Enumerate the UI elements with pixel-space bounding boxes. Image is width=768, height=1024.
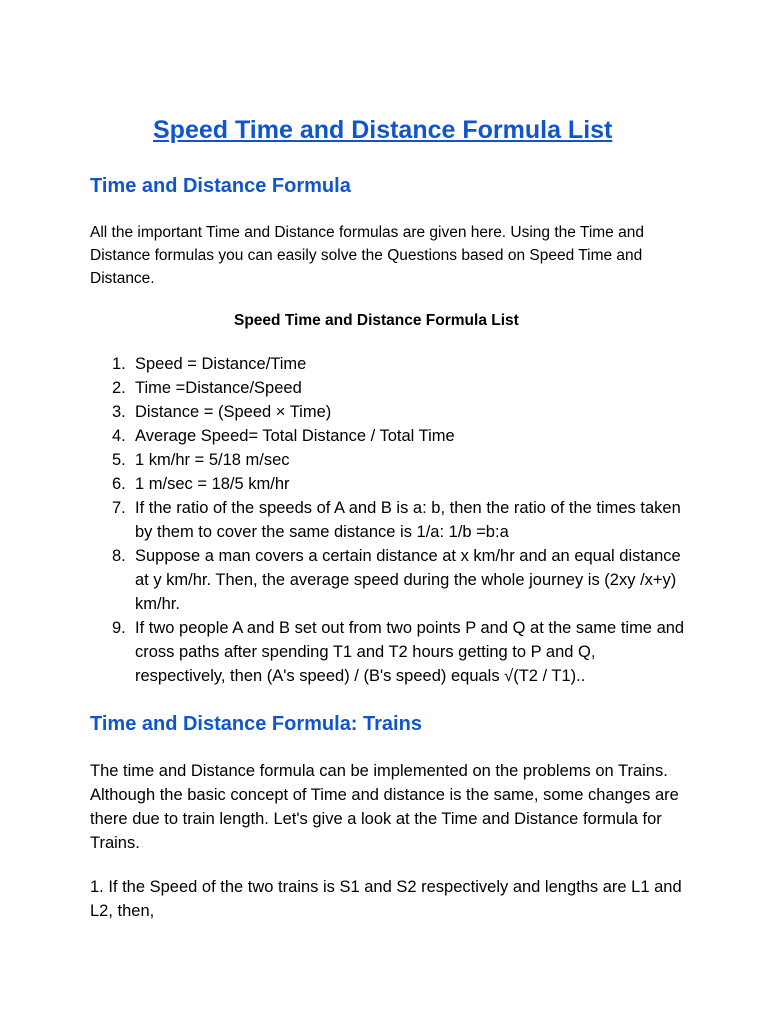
list-item: [90, 424, 690, 448]
list-number: 6.: [112, 475, 126, 493]
list-item: [90, 616, 690, 688]
list-item: [90, 448, 690, 472]
formula-text: Distance = (Speed × Time): [135, 403, 332, 421]
formula-text: If two people A and B set out from two points P and Q at the same time and cross paths after spending T1 and T2 hours getting to P and Q, respectively, then (A's speed) / (B's speed) equals √(T2 / T1)..: [135, 619, 685, 685]
list-item: [90, 472, 690, 496]
list-number: 3.: [112, 403, 126, 421]
formula-list-title: Speed Time and Distance Formula List: [234, 312, 519, 329]
section-heading-trains: Time and Distance Formula: Trains: [90, 713, 422, 735]
section-heading-time-distance: Time and Distance Formula: [90, 175, 351, 197]
list-item: [90, 496, 690, 544]
list-number: 5.: [112, 451, 126, 469]
list-item: [90, 352, 690, 376]
formula-text: 1 m/sec = 18/5 km/hr: [135, 475, 290, 493]
trains-formula-item: 1. If the Speed of the two trains is S1 and S2 respectively and lengths are L1 and L2, then,: [90, 878, 682, 920]
list-number: 4.: [112, 427, 126, 445]
list-number: 9.: [112, 619, 126, 637]
list-number: 2.: [112, 379, 126, 397]
trains-intro-paragraph: The time and Distance formula can be implemented on the problems on Trains. Although the basic concept of Time and distance is the same, some changes are there due to train length. Let's give a look at the Time and Distance formula for Trains.: [90, 762, 679, 852]
formula-text: Time =Distance/Speed: [135, 379, 302, 397]
list-number: 7.: [112, 499, 126, 517]
formula-text: Suppose a man covers a certain distance at x km/hr and an equal distance at y km/hr. Then, the average speed during the whole journey is (2xy /x+y) km/hr.: [135, 547, 681, 613]
list-item: [90, 544, 690, 616]
formula-text: If the ratio of the speeds of A and B is a: b, then the ratio of the times taken by them to cover the same distance is 1/a: 1/b =b:a: [135, 499, 681, 541]
document-title: Speed Time and Distance Formula List: [153, 116, 613, 144]
list-number: 1.: [112, 355, 126, 373]
formula-text: 1 km/hr = 5/18 m/sec: [135, 451, 290, 469]
formula-list: [90, 352, 690, 688]
list-item: [90, 376, 690, 400]
formula-text: Speed = Distance/Time: [135, 355, 307, 373]
formula-text: Average Speed= Total Distance / Total Time: [135, 427, 455, 445]
list-item: [90, 400, 690, 424]
list-number: 8.: [112, 547, 126, 565]
intro-paragraph: All the important Time and Distance formulas are given here. Using the Time and Distance formulas you can easily solve the Questions based on Speed Time and Distance.: [90, 224, 644, 287]
